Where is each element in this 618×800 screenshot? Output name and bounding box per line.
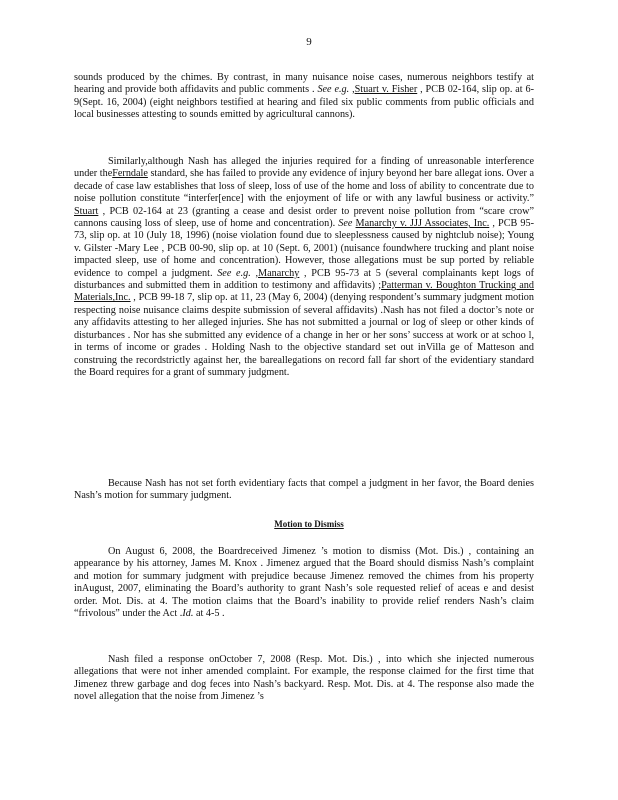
page-number: 9 [306,36,312,48]
case-name: Manarchy v. JJJ Associates, Inc. [355,218,490,230]
text-run: sounds produced by the chimes. By contrast, in many nuisance noise cases, numerous neighbors testify at hearing and provide both affidavits and public comments . [74,72,534,96]
section-heading-text: Motion to Dismiss [274,519,344,529]
text-run: , [349,84,355,96]
text-run: On August 6, 2008, the Boardreceived Jimenez ’s motion to dismiss (Mot. Dis.) , containing an appearance by his attorney, James M. Knox . Jimenez argued that the Board should dismiss Nash’s complaint and motion for summary judgment with prejudice because Jimenez removed the chimes from his property inAugust, 2007, eliminating the Board’s authority to grant Nash’s sole requested relief of aceas e and desist order. Mot. Dis. at 4. The motion claims that the Board’s inability to provide relief renders Nash’s claim “frivolous” under the Act . [74,546,534,620]
text-run: standard, she has failed to provide any evidence of injury beyond her bare allegat ions. Over a decade of case law establishes that loss of sleep, loss of use of the home and loss of ability to concentrate due to noise pollution constitute “interfer[ence] with the enjoyment of life or with any lawful business or activity.” [74,168,534,205]
citation-signal: See e.g. [317,84,350,96]
text-run: Similarly,although Nash has alleged the injuries required for a finding of unreasonable interference under the [74,156,534,180]
section-heading [0,518,618,530]
case-name: Manarchy [258,267,300,279]
paragraph-summary-judgment-denied: Because Nash has not set forth evidentiary facts that compel a judgment in her favor, the Board denies Nash’s motion for summary judgment. [74,478,534,502]
text-run: , PCB 02-164 at 23 (granting a cease and desist order to prevent noise pollution from “scare crow” cannons causing loss of sleep, use of home and concentration). [74,205,534,230]
paragraph-nash-response: Nash filed a response onOctober 7, 2008 (Resp. Mot. Dis.) , into which she injected numerous allegations that were not inher amended complaint. For example, the response claimed for the first time that Jimenez threw garbage and dog feces into Nash’s backyard. Resp. Mot. Dis. at 4. The response also made the novel allegation that the noise from Jimenez ’s [74,654,534,703]
case-name: Stuart [74,205,99,217]
text-run: , PCB 99-18 7, slip op. at 11, 23 (May 6, 2004) (denying respondent’s summary judgment motion respecting noise nuisance claims despite submission of several affidavits) .Nash has not filed a doctor’s note or any affidavits attesting to her alleged injuries. She has not submitted a journal or log of sleep or other kinds of disturbances . Nor has she submitted any evidence of a change in her or her sons’ success at work or at schoo l, in terms of income or grades . Holding Nash to the objective standard set out inVilla ge of Matteson and construing the recordstrictly against her, the bareallegations on record fall far short of the evidentiary standard the Board requires for a grant of summary judgment. [74,292,534,378]
citation-signal: See [338,218,353,230]
text-run: , [250,267,259,279]
text-run: at 4-5 . [193,608,225,620]
case-name: Stuart v. Fisher [354,84,418,96]
case-name: Patterman v. Boughton Trucking and Materials,Inc. [74,280,534,304]
text-run: , PCB 02-164, slip op. at 6-9(Sept. 16, 2004) (eight neighbors testified at hearing and filed six public comments from public officials and local businesses attesting to sounds emitted by agricultural cannons). [74,84,534,121]
text-run: , PCB 95-73, slip op. at 10 (July 18, 1996) (noise violation found due to sleeplessness caused by nightclub noise); Young v. Gilster -Mary Lee , PCB 00-90, slip op. at 10 (Sept. 6, 2001) (nuisance foundwhere trucking and plant noise impacted sleep, use of home and concentration). However, those allegations must be sup ported by reliable evidence to compel a judgment. [74,218,535,279]
text-run: , PCB 95-73 at 5 (several complainants kept logs of disturbances and submitted them in addition to testimony and affidavits) ; [74,267,534,292]
paragraph-injury-evidence [74,156,534,379]
citation-signal: See e.g. [217,267,251,279]
paragraph-chimes-comparison [74,72,534,122]
case-name: Ferndale [112,168,148,180]
citation-signal: Id. [182,608,194,620]
paragraph-motion-to-dismiss [74,546,534,620]
